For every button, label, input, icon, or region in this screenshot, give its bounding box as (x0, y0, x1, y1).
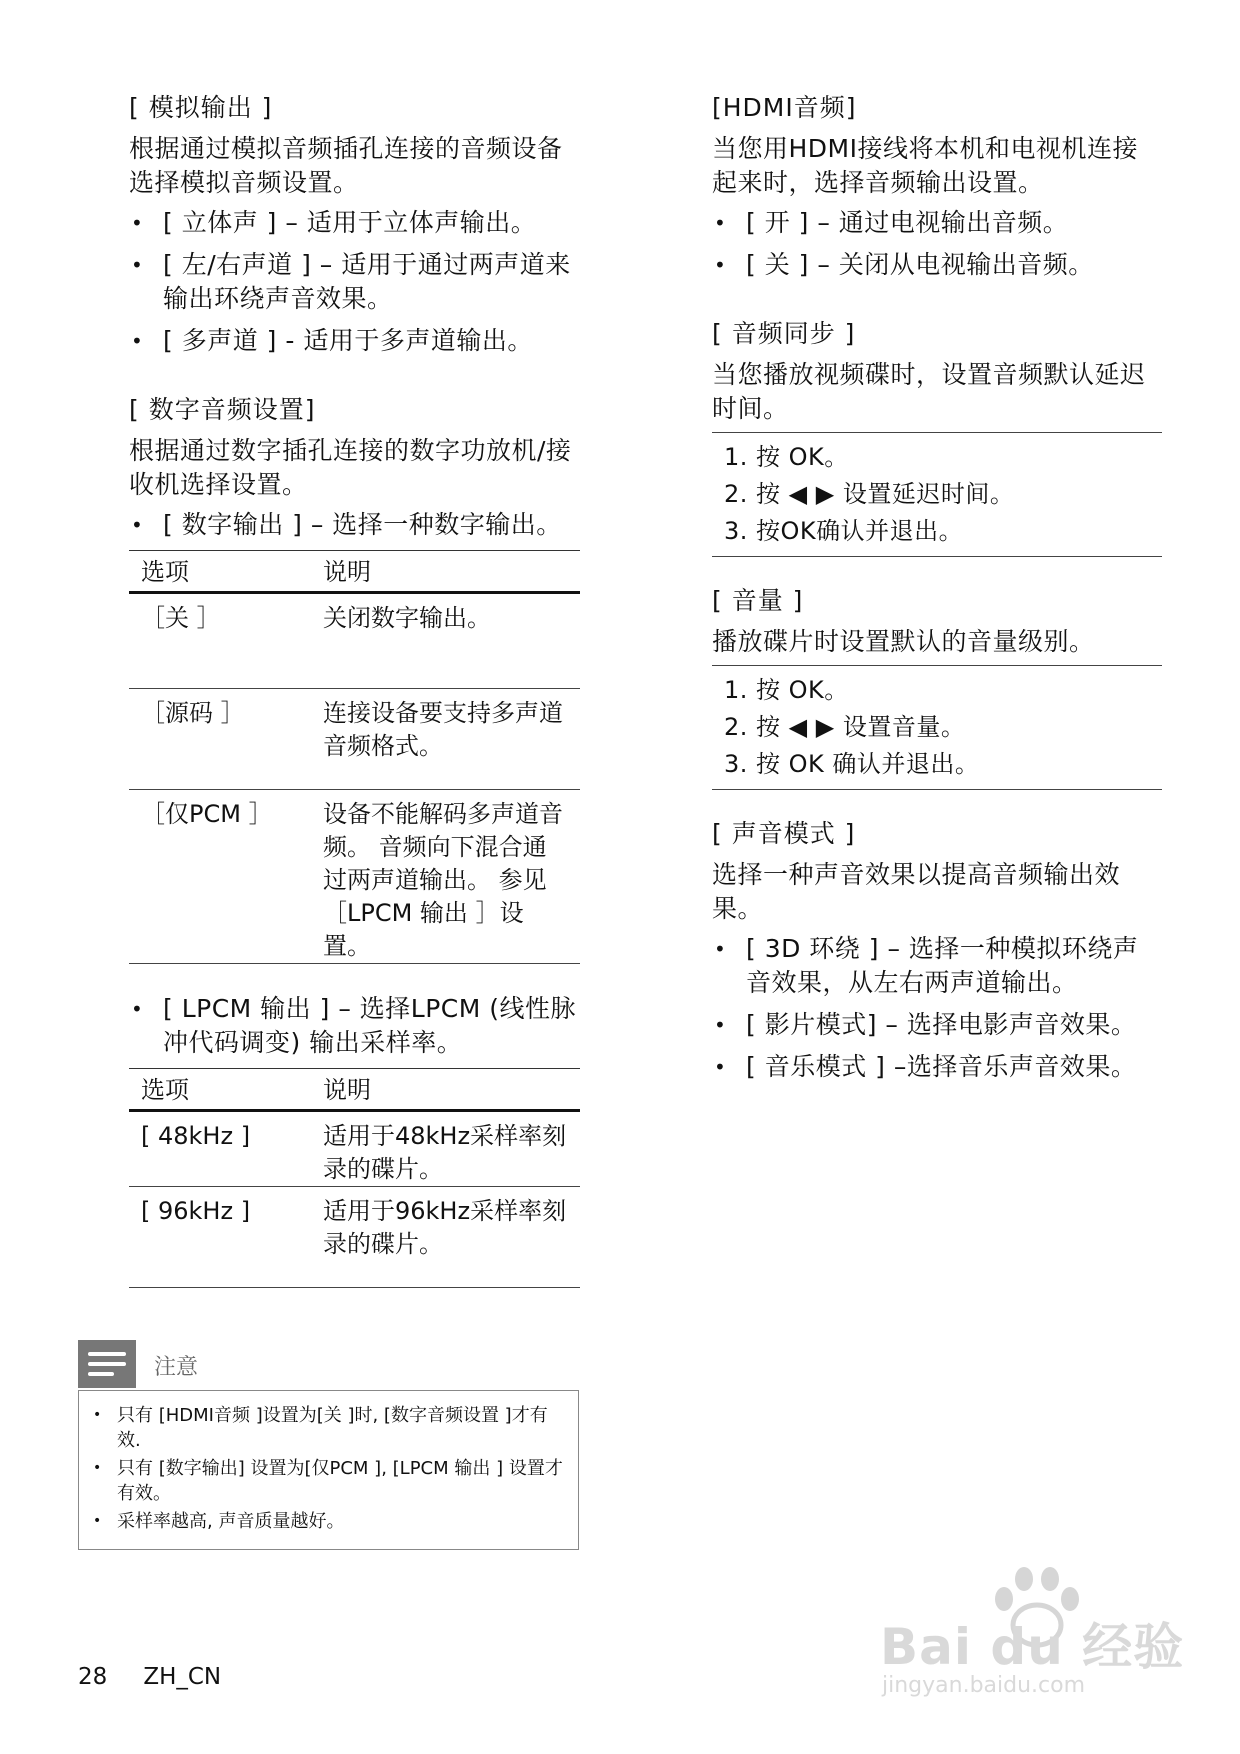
note-header (78, 1340, 579, 1388)
table-row (129, 790, 580, 964)
baidu-watermark (868, 1565, 1186, 1725)
sound-mode-options (712, 932, 1162, 1084)
table-cell-description: 关闭数字输出。 (311, 593, 580, 689)
audio-sync-steps (712, 432, 1162, 557)
sound-mode-description: 选择一种声音效果以提高音频输出效果。 (712, 860, 1121, 923)
table-header-row (129, 551, 580, 593)
table-cell-option: ［源码 ］ (129, 689, 311, 790)
analog-output-description: 根据通过模拟音频插孔连接的音频设备选择模拟音频设置。 (129, 134, 563, 197)
list-item: • [ 音乐模式 ] –选择音乐声音效果。 (712, 1050, 1162, 1084)
note-box (78, 1340, 579, 1550)
table-row (129, 593, 580, 689)
list-item: • [ 3D 环绕 ] – 选择一种模拟环绕声音效果，从左右两声道输出。 (712, 932, 1162, 1000)
volume-heading: [ 音量 ] (712, 586, 804, 615)
volume-steps (712, 665, 1162, 790)
page-number: 28 (78, 1664, 108, 1690)
table-cell-description: 连接设备要支持多声道音频格式。 (311, 689, 580, 790)
table-cell-option: ［关 ］ (129, 593, 311, 689)
table-row (129, 1187, 580, 1288)
hdmi-audio-heading: [HDMI音频] (712, 93, 857, 122)
table-header-description: 说明 (311, 551, 580, 593)
table-cell-description: 适用于96kHz采样率刻录的碟片。 (311, 1187, 580, 1288)
watermark-logo-text: Bai du 经验 (880, 1618, 1185, 1676)
left-column (129, 92, 580, 1288)
digital-output-option (129, 508, 580, 542)
sound-mode-heading: [ 声音模式 ] (712, 819, 856, 848)
analog-output-options (129, 206, 580, 358)
table-header-option: 选项 (129, 1069, 311, 1111)
note-body (78, 1390, 579, 1550)
step-item: 3. 按OK确认并退出。 (724, 517, 964, 545)
list-item: • [ 关 ] – 关闭从电视输出音频。 (712, 248, 1162, 282)
watermark-url: jingyan.baidu.com (882, 1673, 1086, 1698)
analog-output-heading: [ 模拟输出 ] (129, 93, 273, 122)
list-item: • [ LPCM 输出 ] – 选择LPCM (线性脉冲代码调变) 输出采样率。 (129, 992, 580, 1060)
table-cell-option: [ 96kHz ] (129, 1187, 311, 1288)
list-item: • [ 多声道 ] - 适用于多声道输出。 (129, 324, 580, 358)
step-item: 2. 按 ◀ ▶ 设置音量。 (724, 713, 966, 741)
locale-label: ZH_CN (143, 1664, 222, 1690)
table-header-description: 说明 (311, 1069, 580, 1111)
digital-audio-heading: [ 数字音频设置] (129, 395, 316, 424)
table-header-option: 选项 (129, 551, 311, 593)
table-cell-option: [ 48kHz ] (129, 1111, 311, 1187)
right-column (712, 92, 1162, 1092)
list-item: • [ 立体声 ] – 适用于立体声输出。 (129, 206, 580, 240)
table-cell-description: 适用于48kHz采样率刻录的碟片。 (311, 1111, 580, 1187)
volume-description: 播放碟片时设置默认的音量级别。 (712, 627, 1095, 656)
hdmi-audio-options (712, 206, 1162, 282)
note-item: • 只有 [HDMI音频 ]设置为[关 ]时, [数字音频设置 ]才有效. (91, 1403, 564, 1453)
step-item: 3. 按 OK 确认并退出。 (724, 750, 980, 778)
note-item: • 只有 [数字输出] 设置为[仅PCM ], [LPCM 输出 ] 设置才有效。 (91, 1456, 564, 1506)
step-item: 1. 按 OK。 (724, 676, 849, 704)
list-item: • [ 开 ] – 通过电视输出音频。 (712, 206, 1162, 240)
digital-audio-description: 根据通过数字插孔连接的数字功放机/接收机选择设置。 (129, 436, 572, 499)
lpcm-output-option (129, 992, 580, 1060)
table-cell-option: ［仅PCM ］ (129, 790, 311, 964)
table-cell-description: 设备不能解码多声道音频。 音频向下混合通过两声道输出。 参见［LPCM 输出 ］设置。 (311, 790, 580, 964)
note-item: • 采样率越高, 声音质量越好。 (91, 1509, 564, 1534)
note-title: 注意 (154, 1355, 199, 1380)
list-item: • [ 影片模式] – 选择电影声音效果。 (712, 1008, 1162, 1042)
audio-sync-description: 当您播放视频碟时，设置音频默认延迟时间。 (712, 360, 1146, 423)
step-item: 2. 按 ◀ ▶ 设置延迟时间。 (724, 480, 1015, 508)
table-row (129, 1111, 580, 1187)
page-footer (78, 1664, 221, 1690)
lpcm-output-table (129, 1068, 580, 1288)
list-item: • [ 左/右声道 ] – 适用于通过两声道来输出环绕声音效果。 (129, 248, 580, 316)
table-row (129, 689, 580, 790)
hdmi-audio-description: 当您用HDMI接线将本机和电视机连接起来时，选择音频输出设置。 (712, 134, 1138, 197)
step-item: 1. 按 OK。 (724, 443, 849, 471)
note-lines-icon (78, 1340, 136, 1388)
list-item: • [ 数字输出 ] – 选择一种数字输出。 (129, 508, 580, 542)
table-header-row (129, 1069, 580, 1111)
audio-sync-heading: [ 音频同步 ] (712, 319, 856, 348)
digital-output-table (129, 550, 580, 964)
